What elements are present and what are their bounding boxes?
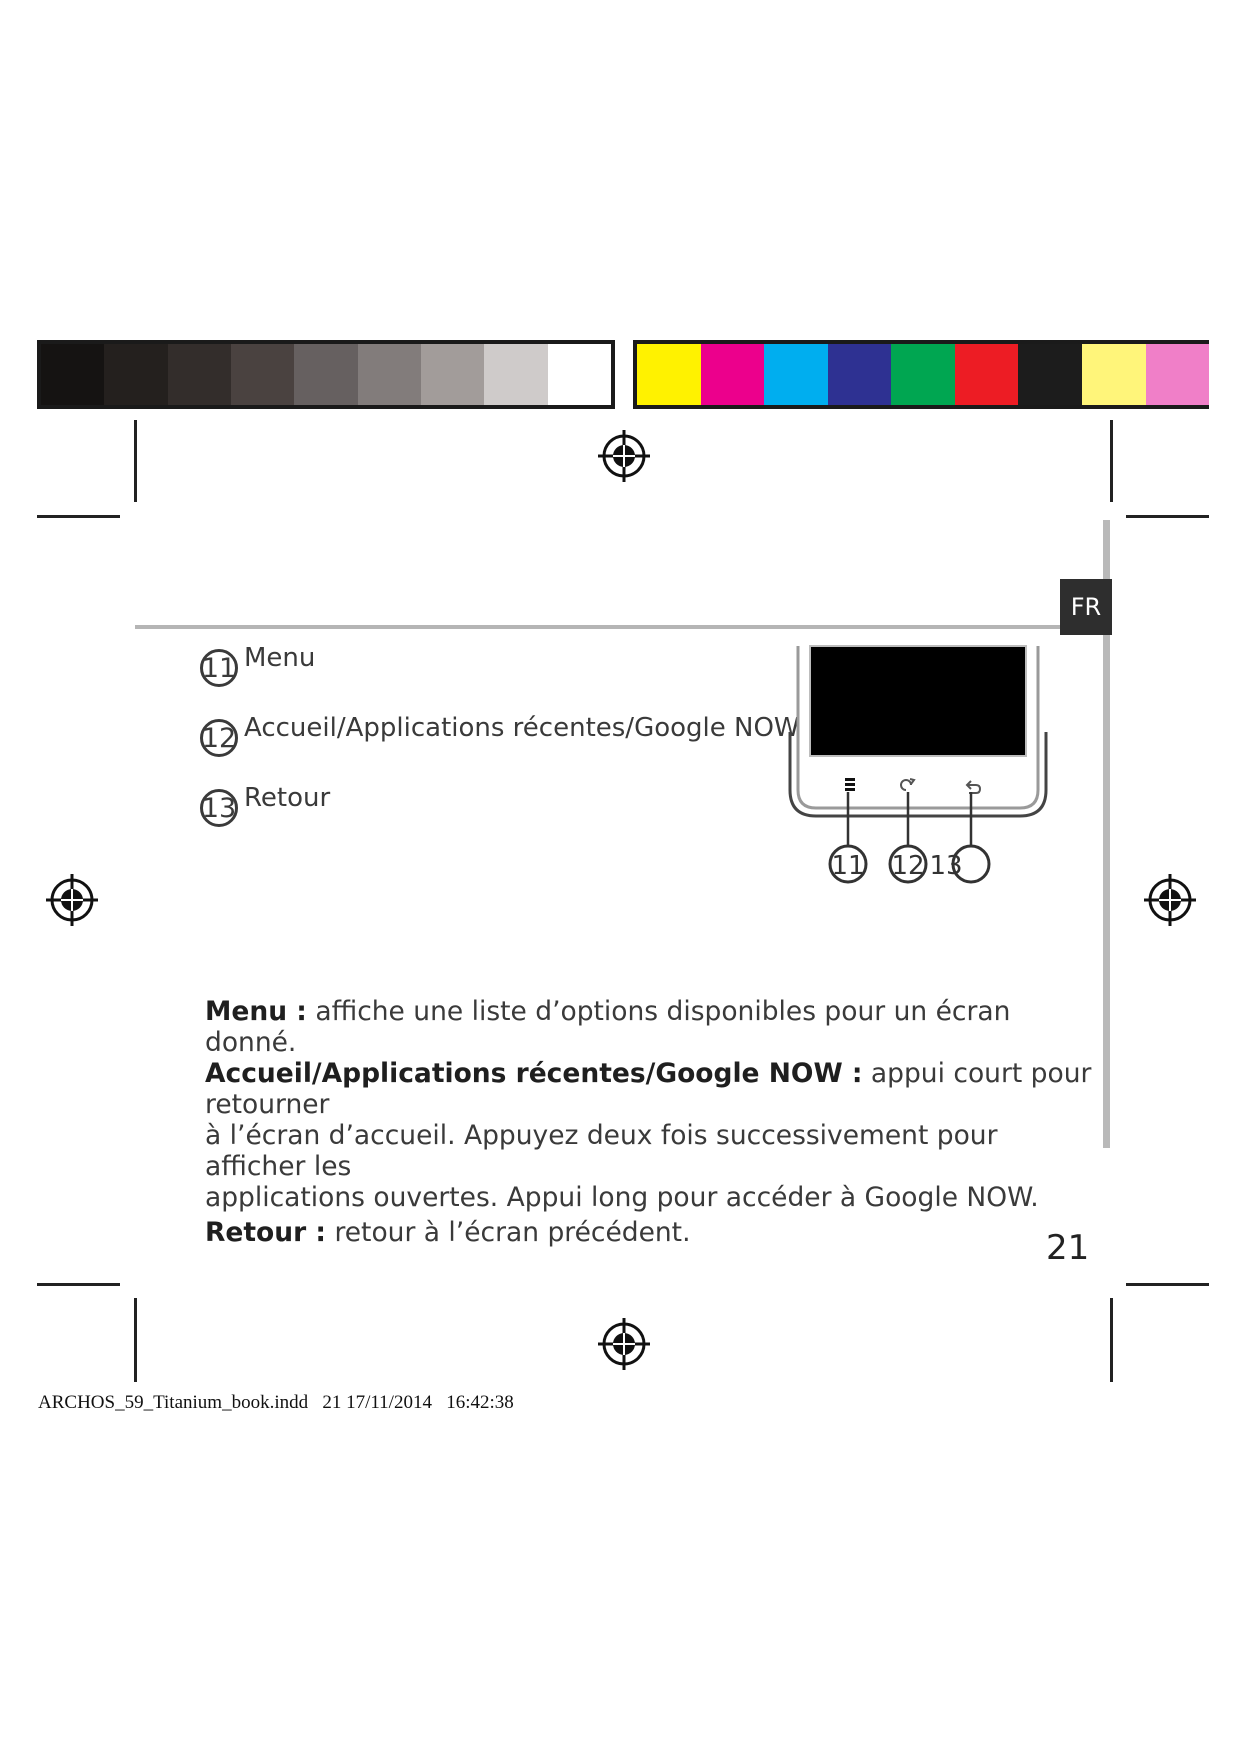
back-description: Retour : retour à l’écran précédent. — [205, 1217, 691, 1248]
crop-mark-top-left-h — [37, 515, 120, 518]
crop-mark-bottom-left-h — [37, 1283, 120, 1286]
legend-label: Accueil/Applications récentes/Google NOW — [244, 713, 800, 743]
legend-label: Retour — [244, 783, 331, 813]
legend-label: Menu — [244, 643, 316, 673]
legend-item-menu — [200, 643, 315, 687]
callout-11: 11 — [831, 851, 865, 881]
crop-mark-top-left-v — [134, 420, 137, 502]
home-description: Accueil/Applications récentes/Google NOW : appui court pour retourner à l’écran d’accueil. Appuyez deux fois successivement pour afficher les applications ouvertes. Appui long pour accéder à Google NOW. — [205, 1058, 1092, 1213]
color-swatch — [764, 344, 828, 405]
page-number: 21 — [1046, 1228, 1090, 1268]
legend-item-back — [200, 783, 330, 827]
crop-mark-top-right-v — [1110, 420, 1113, 502]
back-icon — [967, 781, 980, 793]
color-swatch — [1082, 344, 1146, 405]
callout-13: 13 — [929, 851, 963, 881]
section-rule — [135, 625, 1063, 629]
color-swatch — [1018, 344, 1082, 405]
language-tab: FR — [1060, 579, 1112, 635]
callout-number: 12 — [200, 719, 238, 757]
registration-mark-left — [44, 872, 100, 928]
color-swatch — [637, 344, 701, 405]
gray-swatch — [104, 344, 167, 405]
recent-apps-icon — [901, 779, 914, 790]
callout-12: 12 — [891, 851, 925, 881]
legend-item-home — [200, 713, 800, 757]
print-slug: ARCHOS_59_Titanium_book.indd 21 17/11/2014 16:42:38 — [38, 1392, 514, 1413]
menu-description: Menu : affiche une liste d’options disponibles pour un écran donné. — [205, 996, 1011, 1058]
gray-swatch — [548, 344, 611, 405]
gray-swatch — [421, 344, 484, 405]
gray-swatch — [294, 344, 357, 405]
description-block — [205, 996, 1105, 1248]
crop-mark-bottom-left-v — [134, 1298, 137, 1382]
gray-swatch — [41, 344, 104, 405]
phone-screen — [810, 646, 1026, 756]
color-swatch — [828, 344, 892, 405]
gray-swatch — [231, 344, 294, 405]
gray-swatch — [484, 344, 547, 405]
crop-mark-bottom-right-v — [1110, 1298, 1113, 1382]
color-calibration-bar — [633, 340, 1209, 409]
registration-mark-top — [596, 428, 652, 484]
color-swatch — [891, 344, 955, 405]
registration-mark-right — [1142, 872, 1198, 928]
color-swatch — [701, 344, 765, 405]
phone-illustration — [780, 640, 1060, 900]
gray-swatch — [358, 344, 421, 405]
color-swatch — [1146, 344, 1210, 405]
menu-icon — [845, 778, 855, 791]
callout-number: 11 — [200, 649, 238, 687]
grayscale-calibration-bar — [37, 340, 615, 409]
crop-mark-top-right-h — [1126, 515, 1209, 518]
registration-mark-bottom — [596, 1316, 652, 1372]
color-swatch — [955, 344, 1019, 405]
callout-number: 13 — [200, 789, 238, 827]
crop-mark-bottom-right-h — [1126, 1283, 1209, 1286]
gray-swatch — [168, 344, 231, 405]
